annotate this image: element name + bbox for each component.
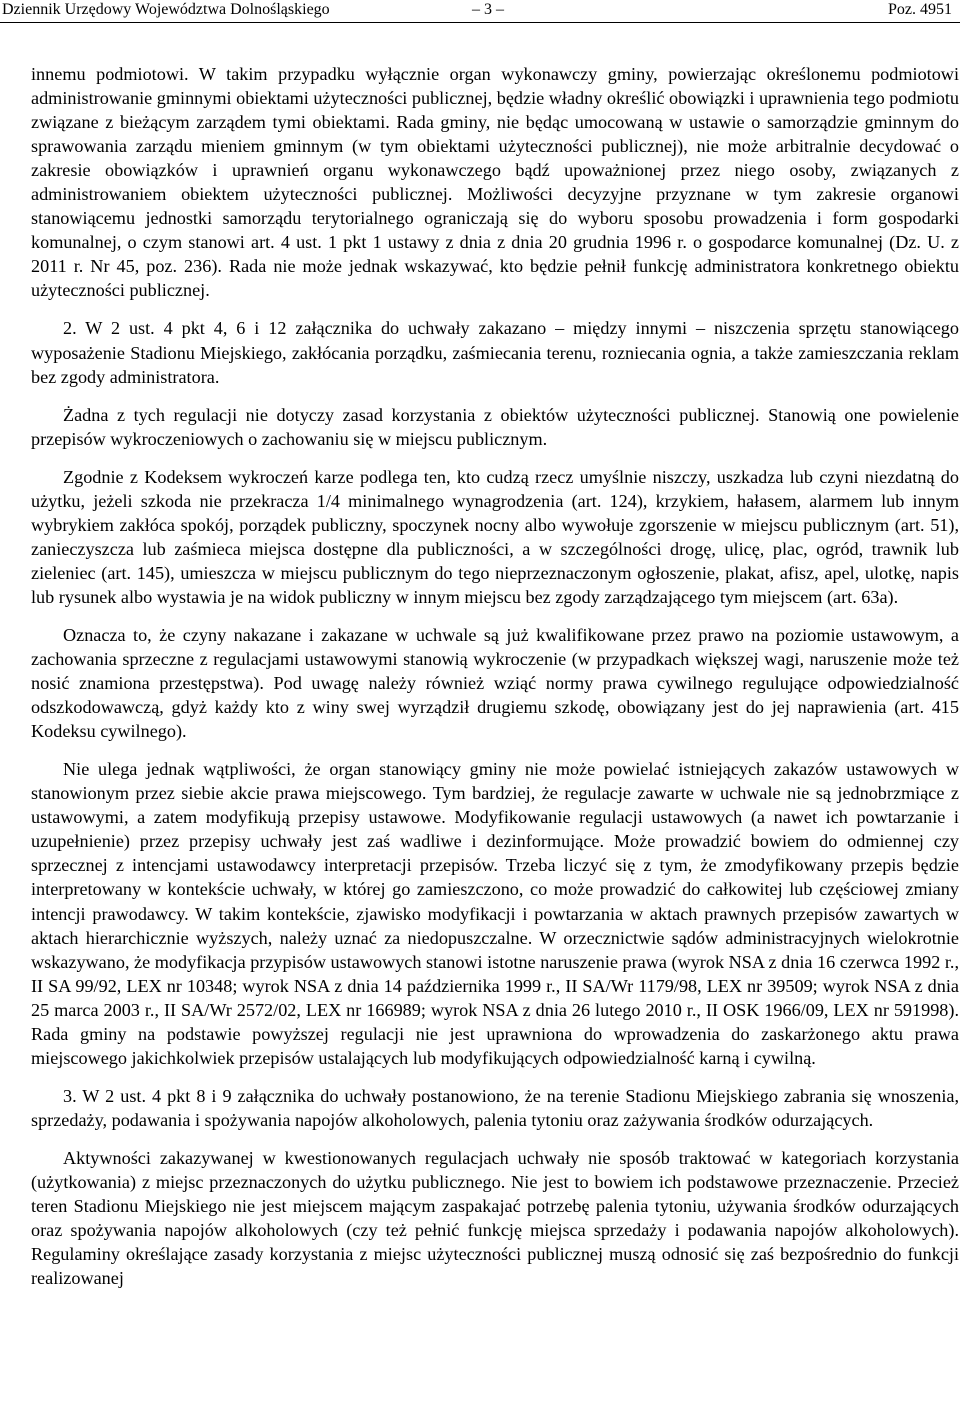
paragraph-point-3: 3. W 2 ust. 4 pkt 8 i 9 załącznika do uchwały postanowiono, że na terenie Stadionu Miejskiego zabrania się wnoszenia, sprzedaży, podawania i spożywania napojów alkoholowych, palenia tytoniu oraz zażywania środków odurzających. bbox=[31, 1085, 959, 1130]
page-header bbox=[0, 0, 960, 23]
paragraph: Zgodnie z Kodeksem wykroczeń karze podlega ten, kto cudzą rzecz umyślnie niszczy, uszkadza lub czyni niezdatną do użytku, jeżeli szkoda nie przekracza 1/4 minimalnego wynagrodzenia (art. 124), krzykiem, hałasem, alarmem lub innym wybrykiem zakłóca spokój, porządek publiczny, spoczynek nocny albo wywołuje zgorszenie w miejscu publicznym (art. 51), zanieczyszcza lub zaśmieca miejsca dostępne dla publiczności, a w szczególności drogę, ulicę, plac, ogród, trawnik lub zieleniec (art. 145), umieszcza w miejscu publicznym do tego nieprzeznaczonym ogłoszenie, plakat, afisz, apel, ulotkę, napis lub rysunek albo wystawia je na widok publiczny w innym miejscu bez zgody zarządzającego tym miejscem (art. 63a). bbox=[31, 466, 959, 607]
paragraph: Nie ulega jednak wątpliwości, że organ stanowiący gminy nie może powielać istniejących zakazów ustawowych w stanowionym przez siebie akcie prawa miejscowego. Tym bardziej, że regulacje zawarte w uchwale nie są jednobrzmiące z ustawowymi, a zatem modyfikują przepisy ustawowe. Modyfikowanie regulacji ustawowych (a nawet ich powtarzanie i uzupełnienie) przez przepisy uchwały jest zaś wadliwe i dezinformujące. Może prowadzić bowiem do odmiennej czy sprzecznej z intencjami ustawodawcy interpretacji przepisów. Trzeba liczyć się z tym, że zmodyfikowany przepis będzie interpretowany w kontekście uchwały, w której go zamieszczono, co może prowadzić do całkowitej lub częściowej zmiany intencji prawodawcy. W takim kontekście, zjawisko modyfikacji i powtarzania w aktach prawnych przepisów zawartych w aktach hierarchicznie wyższych, należy uznać za niedopuszczalne. W orzecznictwie sądów administracyjnych wielokrotnie wskazywano, że modyfikacja przypisów ustawowych stanowi istotne naruszenie prawa (wyrok NSA z dnia 16 czerwca 1992 r., II SA 99/92, LEX nr 10348; wyrok NSA z dnia 14 października 1999 r., II SA/Wr 1179/98, LEX nr 39509; wyrok NSA z dnia 25 marca 2003 r., II SA/Wr 2572/02, LEX nr 166989; wyrok NSA z dnia 26 lutego 2010 r., II OSK 1966/09, LEX nr 591998). Rada gminy na podstawie powyższej regulacji nie jest uprawniona do wprowadzenia do zaskarżonego aktu prawa miejscowego jakichkolwiek przepisów ustalających lub modyfikujących odpowiedzialność karną i cywilną. bbox=[31, 759, 959, 1068]
page-number: – 3 – bbox=[472, 1, 504, 18]
paragraph: Żadna z tych regulacji nie dotyczy zasad korzystania z obiektów użyteczności publicznej. Stanowią one powielenie przepisów wykroczeniowych o zachowaniu się w miejscu publicznym. bbox=[31, 404, 959, 449]
document-body bbox=[31, 62, 959, 1290]
journal-title: Dziennik Urzędowy Województwa Dolnośląskiego bbox=[2, 1, 330, 18]
paragraph-point-2: 2. W 2 ust. 4 pkt 4, 6 i 12 załącznika do uchwały zakazano – między innymi – niszczenia sprzętu stanowiącego wyposażenie Stadionu Miejskiego, zakłócania porządku, zaśmiecania terenu, rozniecania ognia, a także zamieszczania reklam bez zgody administratora. bbox=[31, 318, 959, 387]
position-number: Poz. 4951 bbox=[888, 1, 952, 18]
paragraph: Aktywności zakazywanej w kwestionowanych regulacjach uchwały nie sposób traktować w kategoriach korzystania (użytkowania) z miejsc przeznaczonych do użytku publicznego. Nie jest to bowiem ich podstawowe przeznaczenie. Przecież teren Stadionu Miejskiego nie jest miejscem mającym zaspakajać potrzebę palenia tytoniu, używania środków odurzających oraz spożywania napojów alkoholowych (czy też pełnić funkcję miejsca sprzedaży i podawania napojów alkoholowych). Regulaminy określające zasady korzystania z miejsc użyteczności publicznej muszą odnosić się zaś bezpośrednio do funkcji realizowanej bbox=[31, 1147, 959, 1289]
paragraph-continuation: innemu podmiotowi. W takim przypadku wyłącznie organ wykonawczy gminy, powierzając określonemu podmiotowi administrowanie gminnymi obiektami użyteczności publicznej, będzie władny określić obowiązki i uprawnienia tego podmiotu związane z bieżącym zarządem tymi obiektami. Rada gminy, nie będąc umocowaną w ustawie o samorządzie gminnym do sprawowania zarządu mieniem gminnym (w tym obiektami użyteczności publicznej), nie może arbitralnie decydować o zakresie obowiązków i uprawnień organu wykonawczego bądź upoważnionej przez niego osoby, związanych z administrowaniem obiektem użyteczności publicznej. Możliwości decyzyjne przyznane w tym zakresie organowi stanowiącemu jednostki samorządu terytorialnego ograniczają się do wyboru sposobu prowadzenia i form gospodarki komunalnej, o czym stanowi art. 4 ust. 1 pkt 1 ustawy z dnia z dnia 20 grudnia 1996 r. o gospodarce komunalnej (Dz. U. z 2011 r. Nr 45, poz. 236). Rada nie może jednak wskazywać, kto będzie pełnił funkcję administratora konkretnego obiektu użyteczności publicznej. bbox=[31, 64, 959, 301]
paragraph: Oznacza to, że czyny nakazane i zakazane w uchwale są już kwalifikowane przez prawo na poziomie ustawowym, a zachowania sprzeczne z regulacjami ustawowymi stanowią wykroczenie (w przypadkach większej wagi, naruszenie może też nosić znamiona przestępstwa). Pod uwagę należy również wziąć normy prawa cywilnego regulujące odpowiedzialność odszkodowawczą, gdyż każdy kto z winy swej wyrządził drugiemu szkodę, obowiązany jest do jej naprawienia (art. 415 Kodeksu cywilnego). bbox=[31, 624, 959, 742]
